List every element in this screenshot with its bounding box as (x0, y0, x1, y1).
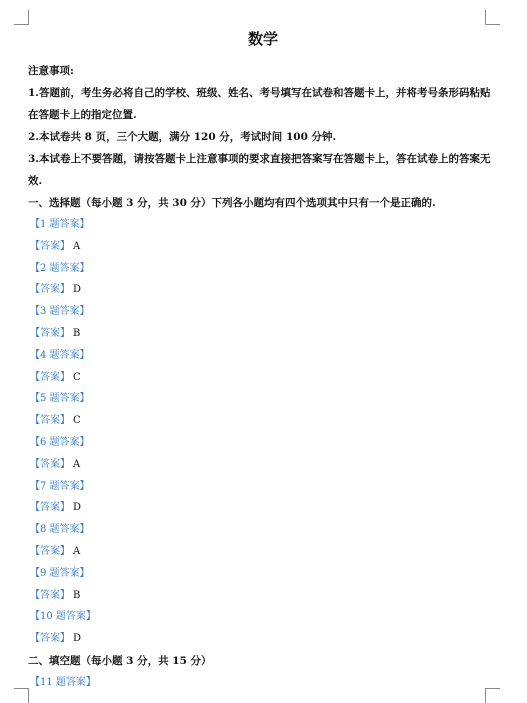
question-tag: 【3 题答案】 (30, 306, 90, 318)
question-tag: 【1 题答案】 (30, 219, 90, 230)
answer-value: A (73, 545, 81, 557)
answer-value: D (73, 633, 82, 645)
question-tag: 【2 题答案】 (30, 262, 90, 274)
answer-list (28, 214, 498, 650)
answer-row (28, 628, 498, 650)
question-tag: 【7 题答案】 (30, 480, 90, 492)
document-page (28, 28, 498, 694)
answer-value: B (73, 327, 81, 339)
answer-tag: 【答案】 (30, 240, 70, 252)
section-1-heading: 一、选择题（每小题 3 分，共 30 分）下列各小题均有四个选项其中只有一个是正确的. (28, 197, 436, 209)
corner-mark-top-left (14, 10, 29, 25)
question-tag: 【4 题答案】 (30, 349, 90, 361)
section-2-heading: 二、填空题（每小题 3 分，共 15 分） (28, 654, 212, 667)
answer-tag: 【答案】 (30, 633, 70, 645)
answer-row (28, 454, 498, 476)
notice-item-3: 3.本试卷上不要答题，请按答题卡上注意事项的要求直接把答案写在答题卡上，答在试卷上的答案无效. (28, 153, 491, 187)
question-tag: 【5 题答案】 (30, 393, 90, 405)
notice-item-2: 2.本试卷共 8 页，三个大题，满分 120 分，考试时间 100 分钟. (28, 131, 337, 143)
notice-item-1: 1.答题前，考生务必将自己的学校、班级、姓名、考号填写在试卷和答题卡上，并将考号条形码粘贴在答题卡上的指定位置. (28, 87, 491, 121)
answer-value: A (73, 458, 81, 470)
answer-row (28, 585, 498, 607)
question-tag: 【9 题答案】 (30, 567, 90, 579)
answer-value: D (73, 284, 82, 296)
answer-value: A (73, 240, 81, 252)
answer-tag: 【答案】 (30, 502, 70, 514)
answer-value: C (73, 415, 81, 427)
answer-row (28, 323, 498, 345)
answer-row (28, 236, 498, 258)
page-title: 数学 (247, 30, 278, 48)
answer-value: B (73, 589, 81, 601)
answer-tag: 【答案】 (30, 371, 70, 383)
answer-tag: 【答案】 (30, 545, 70, 557)
answer-tag: 【答案】 (30, 458, 70, 470)
answer-row (28, 367, 498, 389)
answer-tag: 【答案】 (30, 415, 70, 427)
answer-value: D (73, 502, 82, 514)
corner-mark-top-right (485, 10, 500, 25)
answer-row (28, 279, 498, 301)
corner-mark-bottom-left (14, 688, 29, 703)
answer-tag: 【答案】 (30, 284, 70, 296)
answer-tag: 【答案】 (30, 589, 70, 601)
answer-row (28, 497, 498, 519)
question-tag: 【10 题答案】 (30, 611, 96, 623)
question-tag: 【6 题答案】 (30, 436, 90, 448)
answer-row (28, 541, 498, 563)
answer-row (28, 410, 498, 432)
answer-tag: 【答案】 (30, 327, 70, 339)
question-tag: 【8 题答案】 (30, 524, 90, 536)
answer-value: C (73, 371, 81, 383)
notice-heading: 注意事项: (28, 65, 74, 77)
question-tag: 【11 题答案】 (30, 676, 96, 688)
